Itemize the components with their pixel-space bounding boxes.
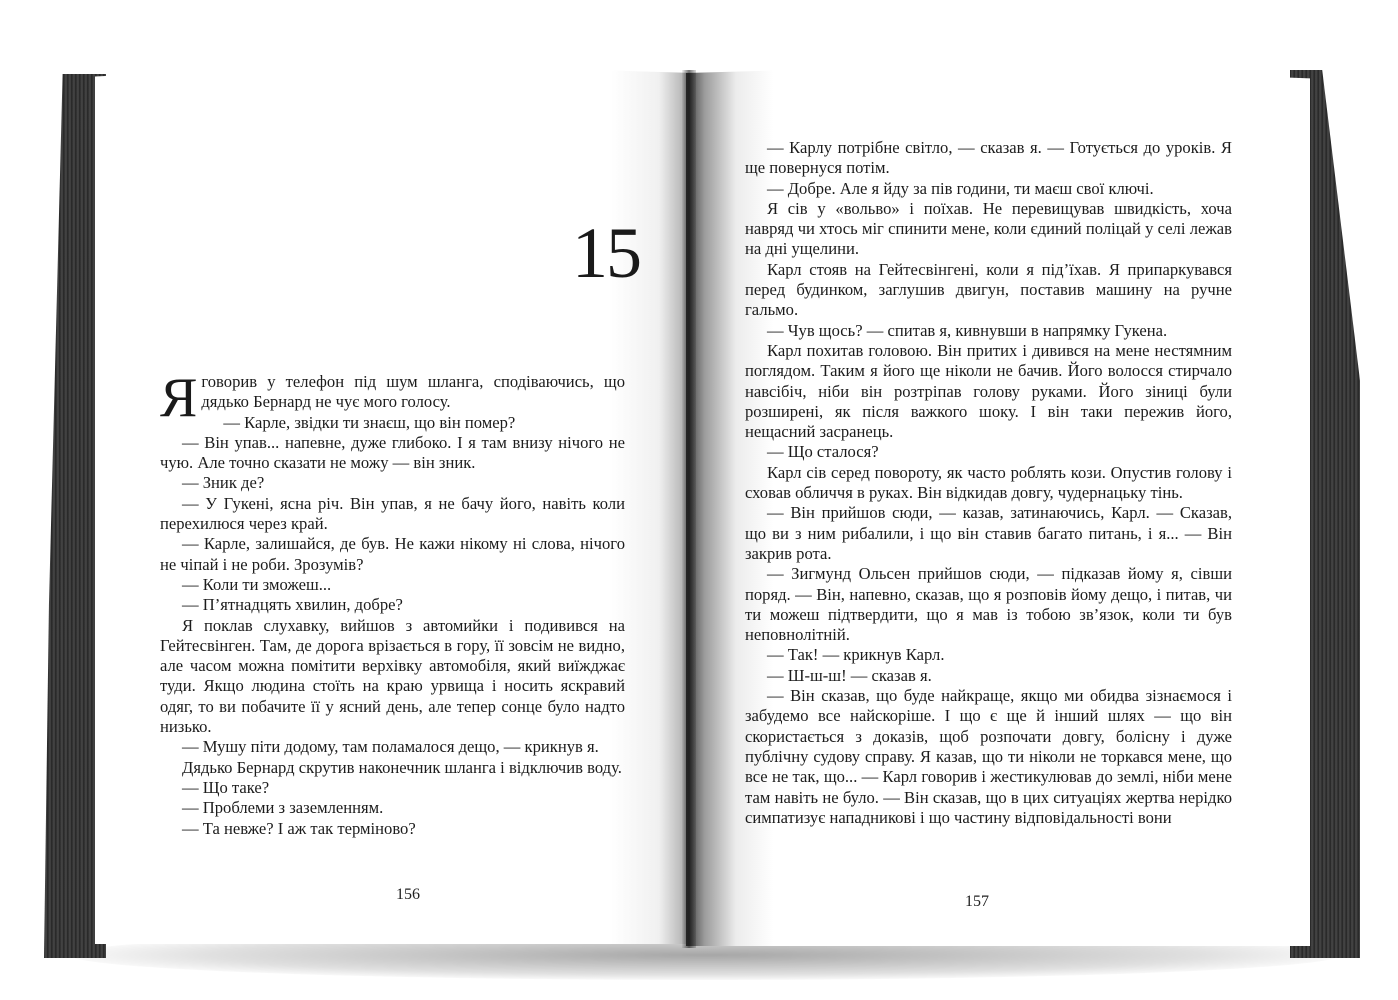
paragraph: — Проблеми з заземленням.	[182, 798, 384, 818]
paragraph: — Що таке?	[182, 777, 270, 797]
paragraph: Дядько Бернард скрутив наконечник шланга і відключив воду.	[182, 757, 622, 777]
paragraph: Карл похитав головою. Він притих і дивився на мене нестямним поглядом. Таким я його ще ніколи не бачив. Його волосся стирчало навсібіч, ніби він розтріпав голову руками. Його зіниці були розширені, як після важкого шоку. І він таки пережив його, нещасний засранець.	[745, 340, 1232, 442]
paragraph: — П’ятнадцять хвилин, добре?	[182, 595, 403, 615]
paragraph: — Карлу потрібне світло, — сказав я. — Готується до уроків. Я ще повернуся потім.	[745, 138, 1232, 178]
paragraph: — Зигмунд Ольсен прийшов сюди, — підказав йому я, сівши поряд. — Він, напевно, сказав, що я розповів йому дещо, і питав, чи ти можеш підтвердити, що я мав із тобою зв’язок, коли ти був неповнолітній.	[745, 564, 1232, 645]
paragraph: — Він прийшов сюди, — казав, затинаючись, Карл. — Сказав, що ви з ним рибалили, і що він ставив багато питань, і я... — Він закрив рота.	[745, 503, 1232, 563]
right-page-text	[745, 138, 1232, 828]
paragraph: — Добре. Але я йду за пів години, ти маєш свої ключі.	[767, 178, 1154, 198]
paragraph: Карл стояв на Гейтесвінгені, коли я під’їхав. Я припаркувався перед будинком, заглушив двигун, поставив машину на ручне гальмо.	[745, 259, 1232, 320]
paragraph: Я сів у «вольво» і поїхав. Не перевищував швидкість, хоча навряд чи хтось міг спинити мене, коли єдиний поліцай у селі лежав на дні ущелини.	[745, 198, 1232, 259]
paragraph: — Так! — крикнув Карл.	[767, 645, 945, 665]
left-page-text	[160, 367, 625, 839]
paragraph: — Чув щось? — спитав я, кивнувши в напрямку Гукена.	[767, 320, 1168, 340]
paragraph: — Зник де?	[182, 473, 265, 493]
chapter-number: 15	[572, 213, 640, 293]
paragraph: — Ш-ш-ш! — сказав я.	[767, 665, 932, 685]
paragraph: — Коли ти зможеш...	[182, 574, 332, 594]
paragraph: Карл сів серед повороту, як часто роблять кози. Опустив голову і сховав обличчя в руках. Він відкидав довгу, чудернацьку тінь.	[745, 462, 1232, 503]
paragraph: — Карле, звідки ти знаєш, що він помер?	[223, 412, 516, 432]
paragraph: — Він упав... напевне, дуже глибоко. І я там внизу нічого не чую. Але точно сказати не можу — він зник.	[160, 432, 625, 473]
paragraph: — Що сталося?	[767, 442, 879, 462]
paragraph: — У Гукені, ясна річ. Він упав, я не бачу його, навіть коли перехилюся через край.	[160, 493, 625, 534]
drop-cap: Я	[160, 367, 198, 429]
paragraph: — Карле, залишайся, де був. Не кажи нікому ні слова, нічого не чіпай і не роби. Зрозумів?	[160, 534, 625, 574]
paragraph: Я поклав слухавку, вийшов з автомийки і подивився на Гейтесвінген. Там, де дорога врізається в гору, її зовсім не видно, але часом можна помітити верхівку автомобіля, який виїжджає туди. Якщо людина стоїть на краю урвища і носить яскравий одяг, то ви побачите її у ясний день, але тепер сонце було надто низько.	[160, 615, 625, 737]
left-page-number: 156	[396, 886, 420, 903]
paragraph: — Та невже? І аж так терміново?	[182, 818, 416, 838]
paragraph: — Він сказав, що буде найкраще, якщо ми обидва зізнаємося і забудемо все найскоріше. І що є ще й інший шлях — що він скористається з доказів, щоб розпочати довгу, болісну і дуже публічну судову справу. Я казав, що ти ніколи не торкався мене, що все не так, що... — Карл говорив і жестикулював до землі, ніби мене там навіть не було. — Він сказав, що в цих ситуаціях жертва нерідко симпатизує нападникові і що частину відповідальності вони	[745, 686, 1232, 827]
right-page-number: 157	[965, 893, 989, 910]
paragraph: Я говорив у телефон під шум шланга, сподіваючись, що дядько Бернард не чує мого голосу.	[160, 367, 625, 429]
paragraph: — Мушу піти додому, там поламалося дещо, — крикнув я.	[182, 737, 599, 757]
book-gutter	[682, 70, 696, 948]
